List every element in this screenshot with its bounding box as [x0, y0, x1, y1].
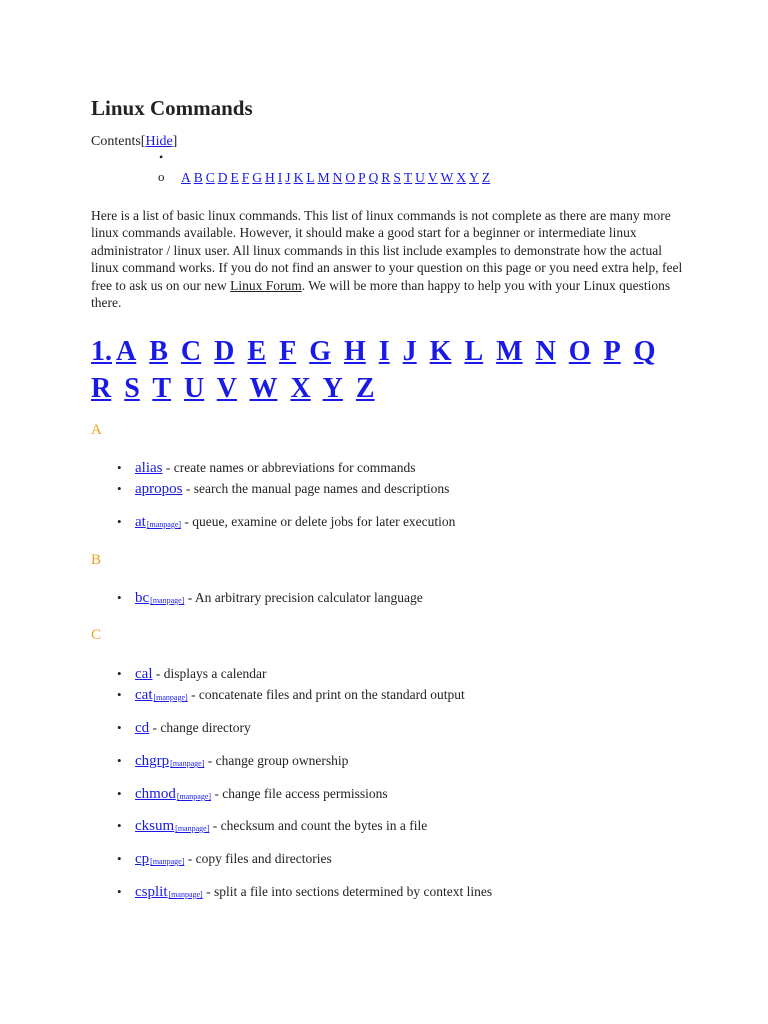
section-heading-a: A — [91, 422, 102, 438]
toc-letter-s[interactable]: S — [393, 170, 401, 185]
toc-letter-b[interactable]: B — [193, 170, 203, 185]
command-description: - queue, examine or delete jobs for later execution — [181, 514, 456, 529]
command-link-at[interactable]: at — [135, 514, 146, 530]
list-bullet: • — [117, 884, 122, 899]
command-entry — [135, 481, 449, 498]
command-description: - An arbitrary precision calculator language — [184, 590, 423, 605]
page-title: Linux Commands — [91, 96, 253, 120]
command-description: - change file access permissions — [211, 786, 388, 801]
alphabet-link-v[interactable]: V — [216, 373, 237, 404]
toc-letter-t[interactable]: T — [403, 170, 413, 185]
toc-letter-x[interactable]: X — [456, 170, 467, 185]
hide-link[interactable]: Hide — [145, 134, 173, 149]
command-entry — [135, 786, 388, 803]
command-entry — [135, 720, 251, 737]
alphabet-link-j[interactable]: J — [402, 336, 417, 367]
command-description: - concatenate files and print on the standard output — [187, 687, 465, 702]
toc-letter-y[interactable]: Y — [469, 170, 479, 185]
command-link-alias[interactable]: alias — [135, 460, 163, 476]
command-entry — [135, 851, 332, 868]
command-link-chgrp[interactable]: chgrp — [135, 753, 170, 769]
alphabet-link-k[interactable]: K — [429, 336, 452, 367]
list-bullet: • — [117, 460, 122, 475]
intro-paragraph — [91, 207, 687, 311]
toc-letter-l[interactable]: L — [306, 170, 315, 185]
toc-letter-o[interactable]: O — [345, 170, 356, 185]
alphabet-link-p[interactable]: P — [603, 336, 621, 367]
toc-letter-e[interactable]: E — [230, 170, 239, 185]
command-description: - displays a calendar — [152, 666, 267, 681]
toc-letter-g[interactable]: G — [252, 170, 263, 185]
section-heading-b: B — [91, 552, 102, 568]
list-bullet: • — [117, 720, 122, 735]
command-description: - change group ownership — [204, 753, 349, 768]
manpage-link-cksum[interactable]: [manpage] — [175, 824, 210, 833]
alphabet-link-l[interactable]: L — [464, 336, 484, 367]
alphabet-link-d[interactable]: D — [214, 336, 235, 367]
alphabet-link-a[interactable]: A — [116, 336, 137, 367]
alphabet-link-i[interactable]: I — [378, 336, 390, 367]
toc-letter-j[interactable]: J — [285, 170, 291, 185]
command-link-bc[interactable]: bc — [135, 590, 150, 606]
command-entry — [135, 818, 427, 835]
intro-text-before: Here is a list of basic linux commands. This list of linux commands is not complete as there are many more linux commands available. However, it should make a good start for a beginner or intermediate linux administrator / linux user. All linux commands in this list include examples to demonstrate how the actual linux command works. If you do not find an answer to your question on this page or you need extra help, feel free to ask us on our new — [91, 208, 683, 293]
alphabet-link-b[interactable]: B — [149, 336, 168, 367]
alphabet-index-prefix[interactable]: 1. — [91, 336, 112, 367]
command-description: - copy files and directories — [184, 851, 332, 866]
alphabet-link-g[interactable]: G — [309, 336, 331, 367]
toc-letter-links — [181, 170, 493, 186]
list-bullet: • — [117, 514, 122, 529]
section-heading-c: C — [91, 627, 102, 643]
command-entry — [135, 666, 266, 683]
toc-letter-i[interactable]: I — [277, 170, 283, 185]
alphabet-link-z[interactable]: Z — [355, 373, 375, 404]
toc-letter-z[interactable]: Z — [481, 170, 491, 185]
alphabet-link-m[interactable]: M — [496, 336, 523, 367]
command-entry — [135, 884, 492, 901]
list-bullet: • — [117, 590, 122, 605]
toc-letter-c[interactable]: C — [205, 170, 215, 185]
list-bullet: • — [117, 786, 122, 801]
alphabet-link-e[interactable]: E — [247, 336, 267, 367]
toc-letter-n[interactable]: N — [332, 170, 343, 185]
intro-text-after: . We will be more than happy to help you with your Linux questions there. — [91, 277, 671, 311]
command-description: - checksum and count the bytes in a file — [209, 818, 428, 833]
toc-letter-m[interactable]: M — [317, 170, 330, 185]
alphabet-link-n[interactable]: N — [535, 336, 556, 367]
linux-forum-link[interactable]: Linux Forum — [230, 277, 302, 293]
command-link-apropos[interactable]: apropos — [135, 481, 183, 497]
command-description: - create names or abbreviations for commands — [162, 460, 416, 475]
contents-label: Contents — [91, 134, 141, 149]
alphabet-link-q[interactable]: Q — [633, 336, 656, 367]
manpage-link-at[interactable]: [manpage] — [146, 520, 182, 529]
alphabet-index — [91, 333, 681, 407]
command-entry — [135, 590, 423, 607]
command-description: - change directory — [149, 720, 251, 735]
toc-letter-w[interactable]: W — [440, 170, 454, 185]
toc-letter-k[interactable]: K — [293, 170, 304, 185]
manpage-link-chgrp[interactable]: [manpage] — [170, 759, 205, 768]
alphabet-link-r[interactable]: R — [91, 373, 112, 404]
alphabet-link-h[interactable]: H — [343, 336, 366, 367]
list-bullet: • — [117, 481, 122, 496]
command-link-chmod[interactable]: chmod — [135, 786, 176, 802]
toc-circle-bullet: o — [158, 169, 165, 184]
manpage-link-csplit[interactable]: [manpage] — [168, 890, 203, 899]
toc-letter-d[interactable]: D — [217, 170, 228, 185]
list-bullet: • — [117, 851, 122, 866]
command-link-cp[interactable]: cp — [135, 851, 150, 867]
toc-letter-q[interactable]: Q — [368, 170, 379, 185]
command-entry — [135, 687, 465, 704]
toc-letter-r[interactable]: R — [381, 170, 391, 185]
alphabet-link-f[interactable]: F — [279, 336, 297, 367]
list-bullet: • — [117, 687, 122, 702]
alphabet-link-x[interactable]: X — [290, 373, 311, 404]
toc-letter-f[interactable]: F — [241, 170, 250, 185]
manpage-link-cat[interactable]: [manpage] — [153, 693, 188, 702]
toc-letter-a[interactable]: A — [181, 170, 191, 185]
list-bullet: • — [117, 753, 122, 768]
alphabet-link-u[interactable]: U — [184, 373, 205, 404]
command-link-csplit[interactable]: csplit — [135, 884, 168, 900]
command-entry — [135, 514, 455, 531]
command-link-cd[interactable]: cd — [135, 720, 150, 736]
toc-bullet: • — [159, 150, 164, 164]
command-link-cat[interactable]: cat — [135, 687, 153, 703]
command-description: - search the manual page names and descriptions — [182, 481, 450, 496]
alphabet-link-w[interactable]: W — [249, 373, 278, 404]
toc-letter-u[interactable]: U — [415, 170, 425, 185]
command-entry — [135, 460, 416, 477]
alphabet-link-t[interactable]: T — [152, 373, 171, 404]
toc-letter-h[interactable]: H — [265, 170, 275, 185]
toc-letter-v[interactable]: V — [427, 170, 438, 185]
command-link-cal[interactable]: cal — [135, 666, 153, 682]
alphabet-link-o[interactable]: O — [568, 336, 591, 367]
toc-letter-p[interactable]: P — [358, 170, 366, 185]
alphabet-link-y[interactable]: Y — [322, 373, 343, 404]
alphabet-link-c[interactable]: C — [180, 336, 202, 367]
list-bullet: • — [117, 666, 122, 681]
manpage-link-bc[interactable]: [manpage] — [150, 596, 185, 605]
manpage-link-chmod[interactable]: [manpage] — [176, 792, 212, 801]
command-description: - split a file into sections determined by context lines — [202, 884, 493, 899]
command-link-cksum[interactable]: cksum — [135, 818, 175, 834]
manpage-link-cp[interactable]: [manpage] — [150, 857, 185, 866]
command-entry — [135, 753, 348, 770]
contents-line: Contents[Hide] — [91, 134, 178, 149]
list-bullet: • — [117, 818, 122, 833]
alphabet-link-s[interactable]: S — [124, 373, 140, 404]
